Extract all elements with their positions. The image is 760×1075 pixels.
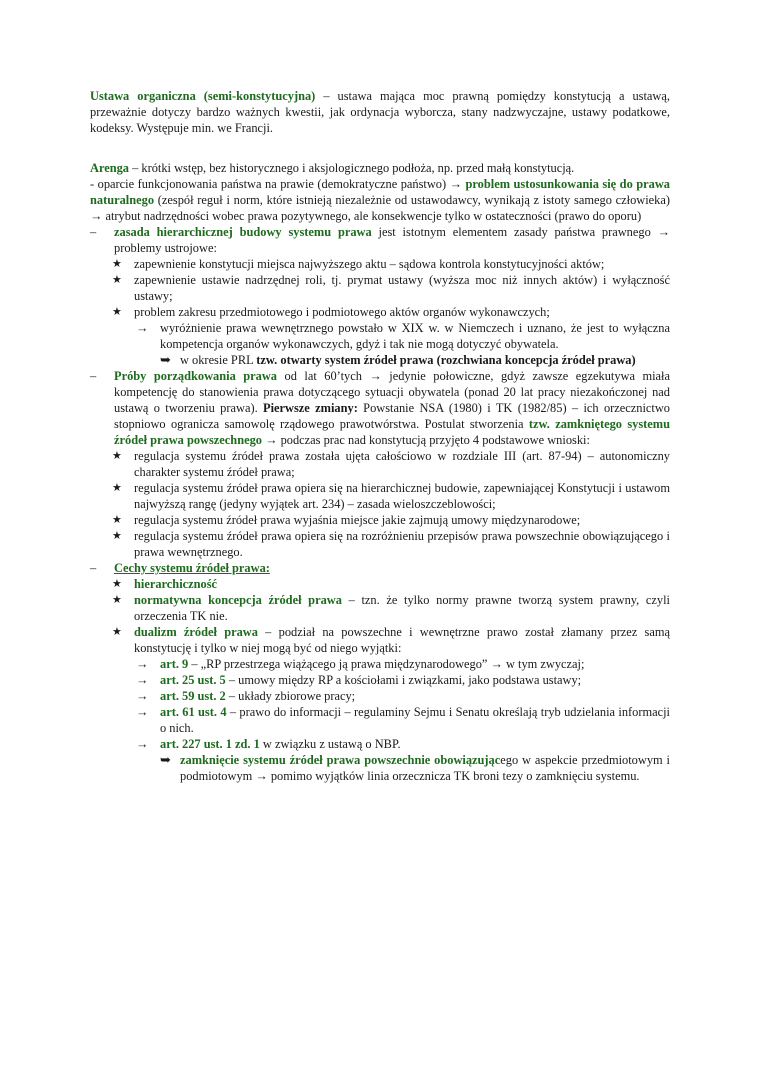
term-ustawa-organiczna: Ustawa organiczna (semi-konstytucyjna) [90, 89, 316, 103]
sub-item-closed-system: ➥ zamknięcie systemu źródeł prawa powszechnie obowiązującego w aspekcie przedmiotowym i podmiotowym → pomimo wyjątków linia orzecznicza TK broni tezy o zamknięciu systemu. [160, 752, 670, 783]
list-item: ★ normatywna koncepcja źródeł prawa – tzn. że tylko normy prawne tworzą system prawny, czyli orzeczenia TK nie. [112, 593, 670, 623]
list-item: ★ regulacja systemu źródeł prawa opiera się na rozróżnieniu przepisów prawa powszechnie obowiązującego i prawa wewnętrznego. [112, 529, 670, 559]
list-item: ★ regulacja systemu źródeł prawa opiera się na hierarchicznej budowie, zapewniającej Konstytucji i ustawom najwyższą rangę (jedyny wyjątek art. 234) – zasada wieloszczeblowości; [112, 481, 670, 511]
star-bullet-icon: ★ [112, 578, 122, 590]
star-bullet-icon: ★ [112, 306, 122, 318]
arrow-item: → art. 9 – „RP przestrzega wiążącego ją prawa międzynarodowego” → w tym zwyczaj; [136, 657, 585, 671]
term-arenga: Arenga [90, 161, 130, 175]
hook-arrow-icon: ➥ [160, 352, 171, 367]
list-item: ★ zapewnienie konstytucji miejsca najwyższego aktu – sądowa kontrola konstytucyjności aktów; [112, 257, 605, 271]
arrow-item: → wyróżnienie prawa wewnętrznego powstało w XIX w. w Niemczech i uznano, że jest to wyłączna kompetencja organów wykonawczych, gdyż i tak nie mogą dotyczyć obywatela. [136, 321, 670, 351]
arrow-icon: → [136, 657, 149, 671]
star-bullet-icon: ★ [112, 594, 122, 606]
list-item: ★ dualizm źródeł prawa – podział na powszechne i wewnętrzne prawo został złamany przez samą konstytucję i tylko w niej mogą być od niego wyjątki: [112, 625, 670, 655]
dash-marker: – [90, 225, 97, 239]
dash-marker: – [90, 369, 97, 383]
star-bullet-icon: ★ [112, 450, 122, 462]
arrow-item: → art. 59 ust. 2 – układy zbiorowe pracy; [136, 689, 356, 703]
arrow-icon: → [136, 321, 149, 335]
star-bullet-icon: ★ [112, 514, 122, 526]
arrow-icon: → [136, 737, 149, 751]
document-page [90, 88, 670, 784]
arrow-icon: → [136, 673, 149, 687]
star-bullet-icon: ★ [112, 274, 122, 286]
paragraph-arenga: Arenga – krótki wstęp, bez historycznego i aksjologicznego podłoża, np. przed małą konstytucją. - oparcie funkcjonowania państwa na prawie (demokratyczne państwo) → problem ustosunkowania się do prawa naturalnego (zespół reguł i norm, które istnieją niezależnie od ustawodawcy, wynikają z istoty samego człowieka) → atrybut nadrzędności wobec prawa pozytywnego, ale konsekwencje tylko w ostateczności (prawo do oporu) [90, 161, 670, 223]
list-item: ★ hierarchiczność [112, 577, 218, 591]
arrow-item: → art. 227 ust. 1 zd. 1 w związku z ustawą o NBP. [136, 737, 401, 751]
star-bullet-icon: ★ [112, 258, 122, 270]
list-item: ★ problem zakresu przedmiotowego i podmiotowego aktów organów wykonawczych; [112, 305, 550, 319]
arrow-icon: → [136, 705, 149, 719]
star-bullet-icon: ★ [112, 626, 122, 638]
section-hierarchical-structure: – zasada hierarchicznej budowy systemu prawa jest istotnym elementem zasady państwa prawnego → problemy ustrojowe: [90, 225, 670, 255]
sub-item-prl: ➥ w okresie PRL tzw. otwarty system źródeł prawa (rozchwiana koncepcja źródeł prawa) [160, 352, 636, 367]
list-item: ★ regulacja systemu źródeł prawa wyjaśnia miejsce jakie zajmują umowy międzynarodowe; [112, 513, 581, 527]
arrow-item: → art. 61 ust. 4 – prawo do informacji – regulaminy Sejmu i Senatu określają tryb udzielania informacji o nich. [136, 705, 670, 735]
dash-marker: – [90, 561, 97, 575]
arrow-icon: → [136, 689, 149, 703]
hook-arrow-icon: ➥ [160, 752, 171, 767]
star-bullet-icon: ★ [112, 530, 122, 542]
arrow-item: → art. 25 ust. 5 – umowy między RP a kościołami i związkami, jako podstawa ustawy; [136, 673, 582, 687]
list-item: ★ zapewnienie ustawie nadrzędnej roli, tj. prymat ustawy (wyższa moc niż innych aktów) i wyłączność ustawy; [112, 273, 670, 303]
section-features-heading: – Cechy systemu źródeł prawa: [90, 561, 270, 575]
list-item: ★ regulacja systemu źródeł prawa została ujęta całościowo w rozdziale III (art. 87-94) – autonomiczny charakter systemu źródeł prawa; [112, 449, 670, 479]
star-bullet-icon: ★ [112, 482, 122, 494]
paragraph-ustawa-organiczna: Ustawa organiczna (semi-konstytucyjna) – ustawa mająca moc prawną pomiędzy konstytucją a ustawą, przeważnie dotyczy bardzo ważnych kwestii, jak ordynacja wyborcza, stany nadzwyczajne, ustawy podatkowe, kodeksy. Występuje min. we Francji. [90, 89, 670, 135]
section-ordering-attempts: – Próby porządkowania prawa od lat 60’tych → jedynie połowiczne, gdyż zawsze egzekutywa miała kompetencję do stanowienia prawa dotyczącego sytuacji obywatela (ponad 20 lat pracy niezakończonej nad ustawą o tworzeniu prawa). Pierwsze zmiany: Powstanie NSA (1980) i TK (1982/85) – ich orzecznictwo stopniowo ogranicza samowolę rządowego prawotwórstwa. Postulat stworzenia tzw. zamkniętego systemu źródeł prawa powszechnego → podczas prac nad konstytucją przyjęto 4 podstawowe wnioski: [90, 369, 671, 447]
